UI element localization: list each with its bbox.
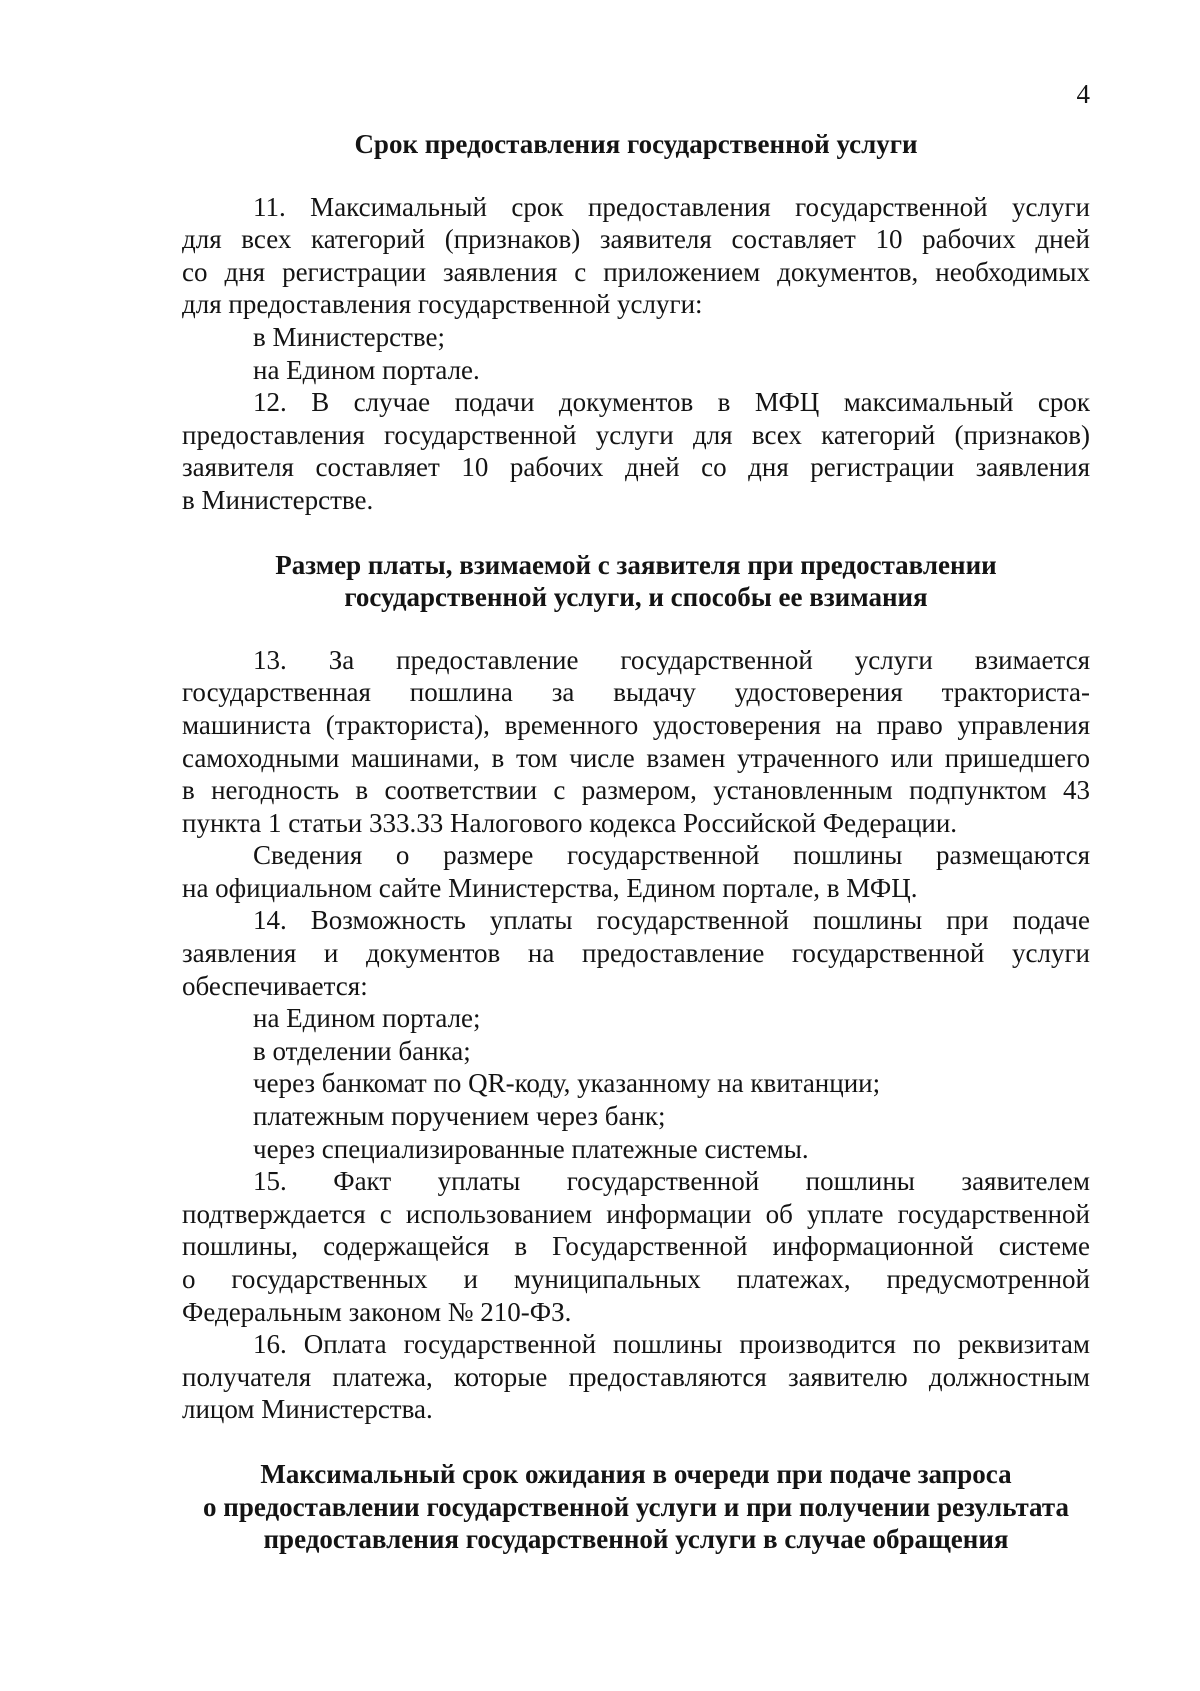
heading-line: предоставления государственной услуги в случае обращения (263, 1524, 1009, 1555)
text-line: о государственных и муниципальных платежах, предусмотренной (182, 1264, 1090, 1294)
text-line: 11. Максимальный срок предоставления государственной услуги (253, 191, 1090, 222)
text-line: заявителя составляет 10 рабочих дней со дня регистрации заявления (182, 452, 1090, 483)
text-line: лицом Министерства. (182, 1394, 433, 1425)
text-line: предоставления государственной услуги для всех категорий (признаков) (182, 419, 1090, 450)
section-heading-term (182, 128, 1090, 161)
list-item: на Едином портале; (253, 1003, 481, 1034)
text-line: машиниста (тракториста), временного удостоверения на право управления (182, 709, 1090, 740)
list-item: через банкомат по QR-коду, указанному на квитанции; (253, 1068, 881, 1099)
heading-line: о предоставлении государственной услуги и при получении результата (203, 1491, 1069, 1522)
text-line: пункта 1 статьи 333.33 Налогового кодекса Российской Федерации. (182, 807, 958, 838)
page-number: 4 (1076, 79, 1090, 109)
text-line: пошлины, содержащейся в Государственной информационной системе (182, 1231, 1090, 1262)
text-line: 12. В случае подачи документов в МФЦ максимальный срок (253, 387, 1090, 418)
text-line: для всех категорий (признаков) заявителя составляет 10 рабочих дней (182, 224, 1090, 255)
heading-line: государственной услуги, и способы ее взимания (344, 582, 928, 613)
paragraph-12 (182, 386, 1090, 516)
heading-line: Размер платы, взимаемой с заявителя при предоставлении (275, 549, 997, 580)
text-line: в негодность в соответствии с размером, установленным подпунктом 43 (182, 775, 1090, 806)
text-line: 13. За предоставление государственной услуги взимается (253, 644, 1090, 675)
text-line: со дня регистрации заявления с приложением документов, необходимых (182, 256, 1090, 287)
text-line: 14. Возможность уплаты государственной пошлины при подаче (253, 905, 1090, 936)
section-heading-queue (182, 1458, 1090, 1556)
text-line: 15. Факт уплаты государственной пошлины заявителем (253, 1166, 1090, 1197)
paragraph-16 (182, 1328, 1090, 1426)
text-line: на официальном сайте Министерства, Едином портале, в МФЦ. (182, 872, 918, 903)
text-line: подтверждается с использованием информации об уплате государственной (182, 1198, 1090, 1229)
list-item: платежным поручением через банк; (253, 1101, 666, 1132)
heading-line: Срок предоставления государственной услуги (354, 129, 918, 159)
list-item: на Едином портале. (253, 354, 480, 385)
paragraph-15 (182, 1165, 1090, 1328)
document-body (182, 128, 1090, 1556)
paragraph-11 (182, 191, 1090, 321)
text-line: получателя платежа, которые предоставляются заявителю должностным (182, 1361, 1090, 1392)
text-line: самоходными машинами, в том числе взамен утраченного или пришедшего (182, 742, 1090, 773)
text-line: Сведения о размере государственной пошлины размещаются (253, 840, 1090, 871)
paragraph-13-info (182, 839, 1090, 904)
paragraph-13 (182, 644, 1090, 840)
paragraph-14 (182, 904, 1090, 1002)
text-line: 16. Оплата государственной пошлины производится по реквизитам (253, 1329, 1090, 1360)
list-item: через специализированные платежные системы. (253, 1133, 809, 1164)
list-item: в отделении банка; (253, 1035, 471, 1066)
text-line: государственная пошлина за выдачу удостоверения тракториста- (182, 677, 1090, 708)
section-heading-fee (182, 549, 1090, 614)
list-item: в Министерстве; (253, 321, 445, 352)
text-line: в Министерстве. (182, 484, 374, 515)
heading-line: Максимальный срок ожидания в очереди при подаче запроса (260, 1458, 1012, 1489)
text-line: обеспечивается: (182, 970, 368, 1001)
text-line: Федеральным законом № 210-ФЗ. (182, 1296, 572, 1327)
text-line: для предоставления государственной услуги: (182, 289, 703, 320)
text-line: заявления и документов на предоставление государственной услуги (182, 938, 1090, 969)
